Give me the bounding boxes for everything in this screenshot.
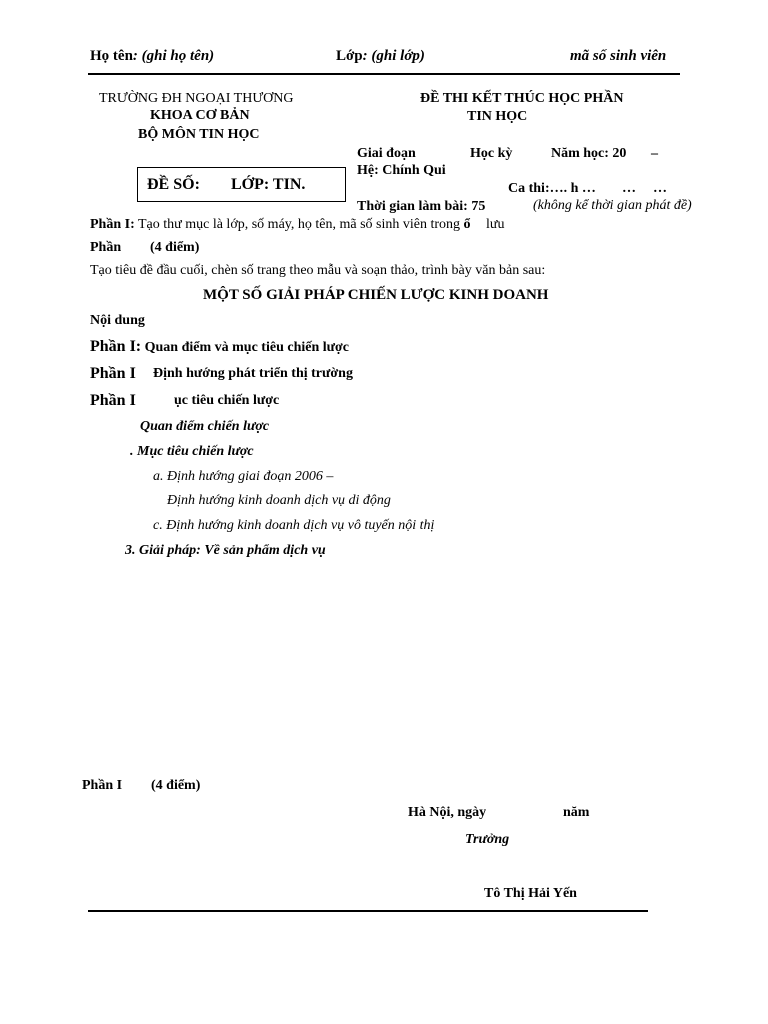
section-1 [90,338,349,356]
part2-points: (4 điểm) [150,240,200,255]
year-label: năm [563,805,590,820]
signer-role: Trưởng [465,832,510,847]
part1-glyph: ổ [463,217,471,232]
part3-points: (4 điểm) [151,778,201,793]
place-date: Hà Nội, ngày [408,805,487,820]
section-1-text: Quan điểm và mục tiêu chiến lược [144,340,349,355]
item-2: . Mục tiêu chiến lược [130,444,254,459]
part1-tail: lưu [486,217,505,232]
class-field [336,48,425,65]
exam-school-year-dash: – [651,146,658,161]
exam-subject: TIN HỌC [467,109,528,124]
sub-item-c: c. Định hướng kinh doanh dịch vụ vô tuyến nội thị [153,518,435,533]
name-hint: : (ghi họ tên) [132,48,215,64]
content-label: Nội dung [90,313,145,328]
item-3: 3. Giải pháp: Về sản phẩm dịch vụ [125,543,326,558]
exam-semester: Học kỳ [470,146,513,161]
exam-school-year: Năm học: 20 [551,146,627,161]
part2-instruction: Tạo tiêu đề đầu cuối, chèn số trang theo mẫu và soạn thảo, trình bày văn bản sau: [90,263,546,278]
exam-shift-dots-2: … [653,181,667,196]
class-label: Lớp [336,48,363,64]
doc-title: MỘT SỐ GIẢI PHÁP CHIẾN LƯỢC KINH DOANH [203,287,549,303]
exam-code-box [137,167,346,202]
header-rule [88,73,680,75]
section-3-text: ục tiêu chiến lược [174,393,280,408]
exam-number-label: ĐỀ SỐ: [147,176,200,193]
signer-name: Tô Thị Hải Yến [484,886,577,901]
exam-class-label: LỚP: TIN. [231,176,306,193]
part2-label: Phần [90,240,122,255]
section-1-label: Phần I: [90,338,142,355]
exam-shift: Ca thi:…. h … [508,181,596,196]
item-1: Quan điểm chiến lược [140,419,270,434]
part1-text: Tạo thư mục là lớp, số máy, họ tên, mã số sinh viên trong [137,217,461,232]
university-name: TRƯỜNG ĐH NGOẠI THƯƠNG [99,91,294,106]
class-hint: : (ghi lớp) [362,48,425,64]
exam-time-note: (không kể thời gian phát đề) [533,198,692,213]
exam-title: ĐỀ THI KẾT THÚC HỌC PHẦN [420,91,624,106]
section-3-label: Phần I [90,392,136,409]
footer-rule [88,910,648,912]
faculty-name: KHOA CƠ BẢN [150,108,250,123]
student-id-field: mã số sinh viên [570,48,667,64]
section-2-text: Định hướng phát triển thị trường [153,366,353,381]
exam-shift-dots-1: … [622,181,636,196]
part1-instruction [90,217,505,233]
section-2-label: Phần I [90,365,136,382]
sub-item-b: Định hướng kinh doanh dịch vụ di động [167,493,391,508]
part1-label: Phần I: [90,217,135,232]
department-name: BỘ MÔN TIN HỌC [138,127,260,142]
sub-item-a: a. Định hướng giai đoạn 2006 – [153,469,334,484]
exam-time: Thời gian làm bài: 75 [357,199,486,214]
name-field [90,48,214,65]
exam-system: Hệ: Chính Qui [357,163,446,178]
part3-label: Phần I [82,778,123,793]
name-label: Họ tên [90,48,133,64]
exam-period: Giai đoạn [357,146,416,161]
